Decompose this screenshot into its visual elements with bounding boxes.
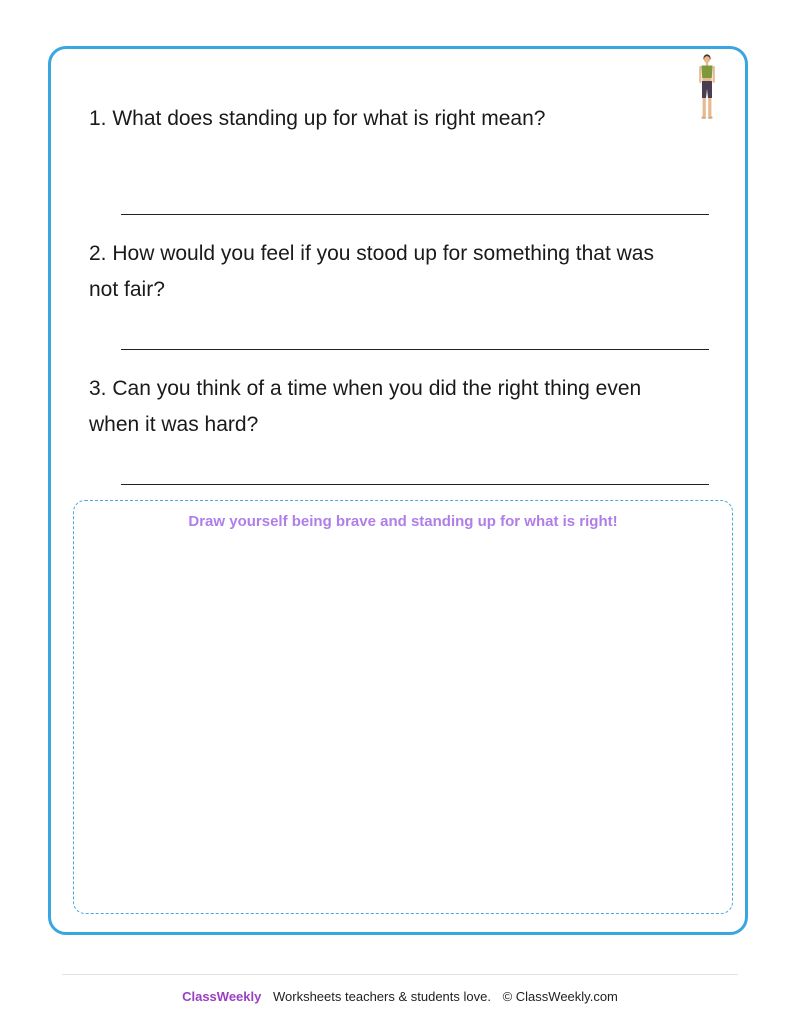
drawing-area[interactable] <box>73 500 733 914</box>
question-1: 1. What does standing up for what is right mean? <box>89 107 546 130</box>
footer-divider <box>62 974 738 975</box>
answer-line-3[interactable] <box>121 484 709 485</box>
footer <box>0 989 800 1004</box>
footer-copyright: © ClassWeekly.com <box>502 989 618 1004</box>
worksheet-frame <box>48 46 748 935</box>
drawing-prompt: Draw yourself being brave and standing up for what is right! <box>188 513 618 530</box>
footer-tagline: Worksheets teachers & students love. <box>272 989 491 1004</box>
question-3: 3. Can you think of a time when you did the right thing even when it was hard? <box>89 377 642 436</box>
standing-person-icon <box>697 53 717 121</box>
question-2: 2. How would you feel if you stood up for something that was not fair? <box>89 242 654 301</box>
answer-line-2[interactable] <box>121 349 709 350</box>
footer-brand: ClassWeekly <box>182 989 262 1004</box>
answer-line-1[interactable] <box>121 214 709 215</box>
